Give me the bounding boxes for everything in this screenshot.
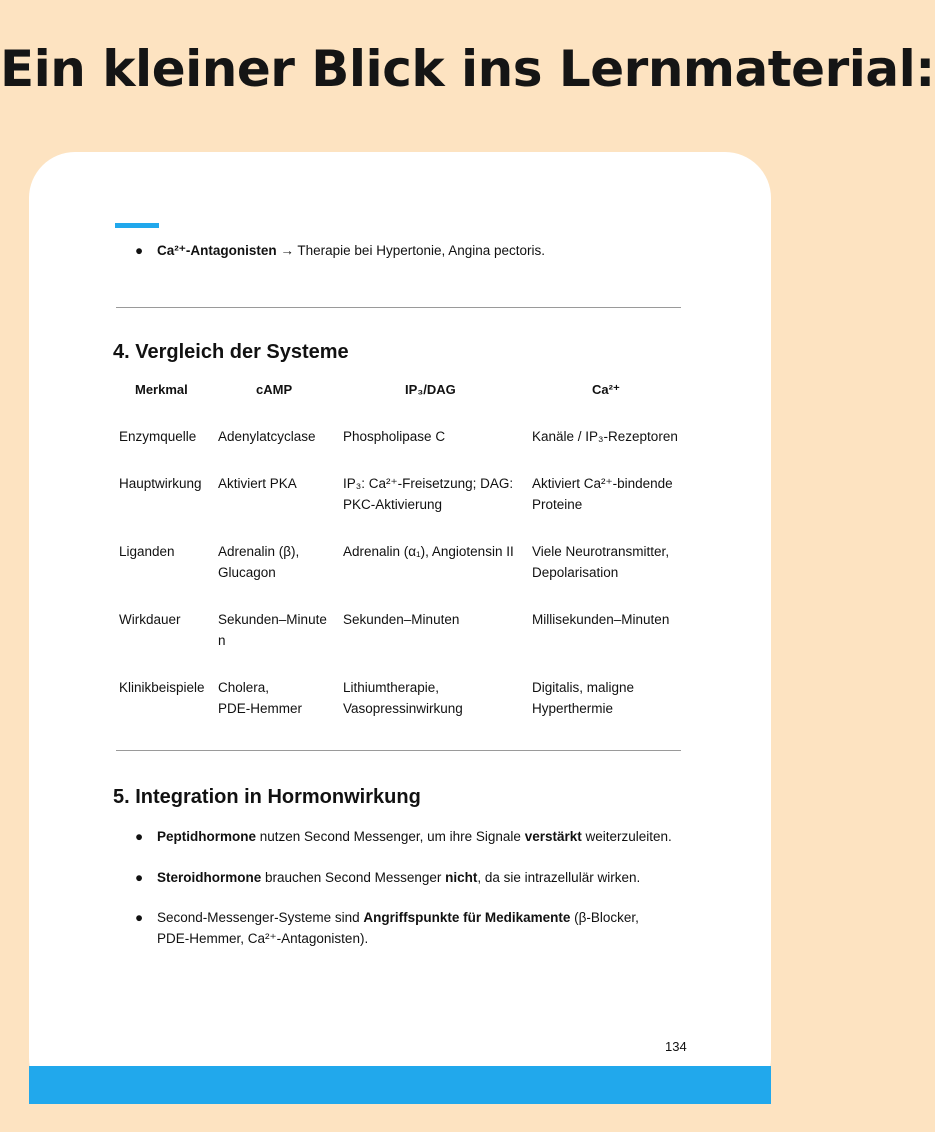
- table-cell: Hauptwirkung: [119, 476, 202, 491]
- table-cell: IP₃: Ca²⁺-Freisetzung; DAG: PKC-Aktivierung: [343, 476, 514, 512]
- table-cell: Adrenalin (β), Glucagon: [218, 544, 300, 580]
- table-cell: Sekunden–Minuten: [343, 612, 460, 627]
- footer-bar: [29, 1066, 771, 1104]
- table-cell: Wirkdauer: [119, 612, 181, 627]
- table-cell: Adrenalin (α₁), Angiotensin II: [343, 544, 514, 559]
- table-cell: Klinikbeispiele: [119, 680, 205, 695]
- bullet-dot: ●: [135, 243, 144, 258]
- list-item: ● Second-Messenger-Systeme sind Angriffspunkte für Medikamente (β-Blocker, PDE-Hemmer, Ca²⁺-Antagonisten).: [135, 907, 735, 951]
- section-4-title: 4. Vergleich der Systeme: [113, 341, 349, 363]
- bullet-dot: ●: [135, 910, 144, 925]
- table-cell: Enzymquelle: [119, 429, 197, 444]
- table-header-camp: cAMP: [256, 382, 293, 397]
- section-5-title: 5. Integration in Hormonwirkung: [113, 786, 421, 808]
- table-cell: Liganden: [119, 544, 175, 559]
- bullet-arrow: →: [276, 243, 298, 258]
- table-header-ca: Ca²⁺: [592, 382, 620, 397]
- table-cell: Lithiumtherapie, Vasopressinwirkung: [343, 680, 463, 716]
- bullet-bold: Ca²⁺-Antagonisten: [157, 243, 277, 258]
- table-cell: Aktiviert Ca²⁺-bindende Proteine: [532, 476, 673, 512]
- page-number: 134: [665, 1039, 687, 1054]
- headline: Ein kleiner Blick ins Lernmaterial:: [0, 40, 935, 98]
- bullet-text: Therapie bei Hypertonie, Angina pectoris.: [297, 243, 546, 258]
- bullet-dot: ●: [135, 870, 144, 885]
- table-header-merkmal: Merkmal: [135, 382, 188, 397]
- table-cell: Millisekunden–Minuten: [532, 612, 670, 627]
- document-card: ● Ca²⁺-Antagonisten → Therapie bei Hypertonie, Angina pectoris. 4. Vergleich der Systeme Merkmal cAMP IP₃/DAG Ca²⁺ Enzymquelle Adenylatcyclase Phospholipase C Kanäle / IP₃-Rezeptoren Hauptwirkung Aktiviert PKA IP₃: Ca²⁺-Freisetzung; DAG: PKC-Aktivierung Aktiviert Ca²⁺-bindende Proteine Liganden Adrenalin (β), Glucagon Adrenalin (α₁), Angiotensin II Viele Neurotransmitter, Depolarisation Wirkdauer Sekunden–Minute n Sekunden–Minuten Millisekunden–Minuten Klinikbeispiele Cholera, PDE-Hemmer Lithiumtherapie, Vasopressinwirkung Digitalis, maligne Hyperthermie 5. Integration in Hormonwirkung ● Peptidhormone nutzen Second Messenger, um ihre Signale verstärkt weiterzuleiten. ● Steroidhormone brauchen Second Messenger nicht, da sie intrazellulär wirken. ● Second-Messenger-Systeme sind Angriffspunkte für Medikamente (β-Blocker, PDE-Hemmer, Ca²⁺-Antagonisten). 134: [29, 152, 771, 1104]
- table-cell: Kanäle / IP₃-Rezeptoren: [532, 429, 678, 444]
- divider-1: [116, 307, 681, 308]
- accent-line: [115, 223, 159, 228]
- table-cell: Aktiviert PKA: [218, 476, 297, 491]
- bullet-dot: ●: [135, 829, 144, 844]
- table-cell: Cholera, PDE-Hemmer: [218, 680, 303, 716]
- table-cell: Sekunden–Minute n: [218, 612, 327, 648]
- divider-2: [116, 750, 681, 751]
- table-cell: Viele Neurotransmitter, Depolarisation: [532, 544, 670, 580]
- table-cell: Phospholipase C: [343, 429, 446, 444]
- table-header-ip3dag: IP₃/DAG: [405, 382, 456, 397]
- table-cell: Digitalis, maligne Hyperthermie: [532, 680, 635, 716]
- table-cell: Adenylatcyclase: [218, 429, 316, 444]
